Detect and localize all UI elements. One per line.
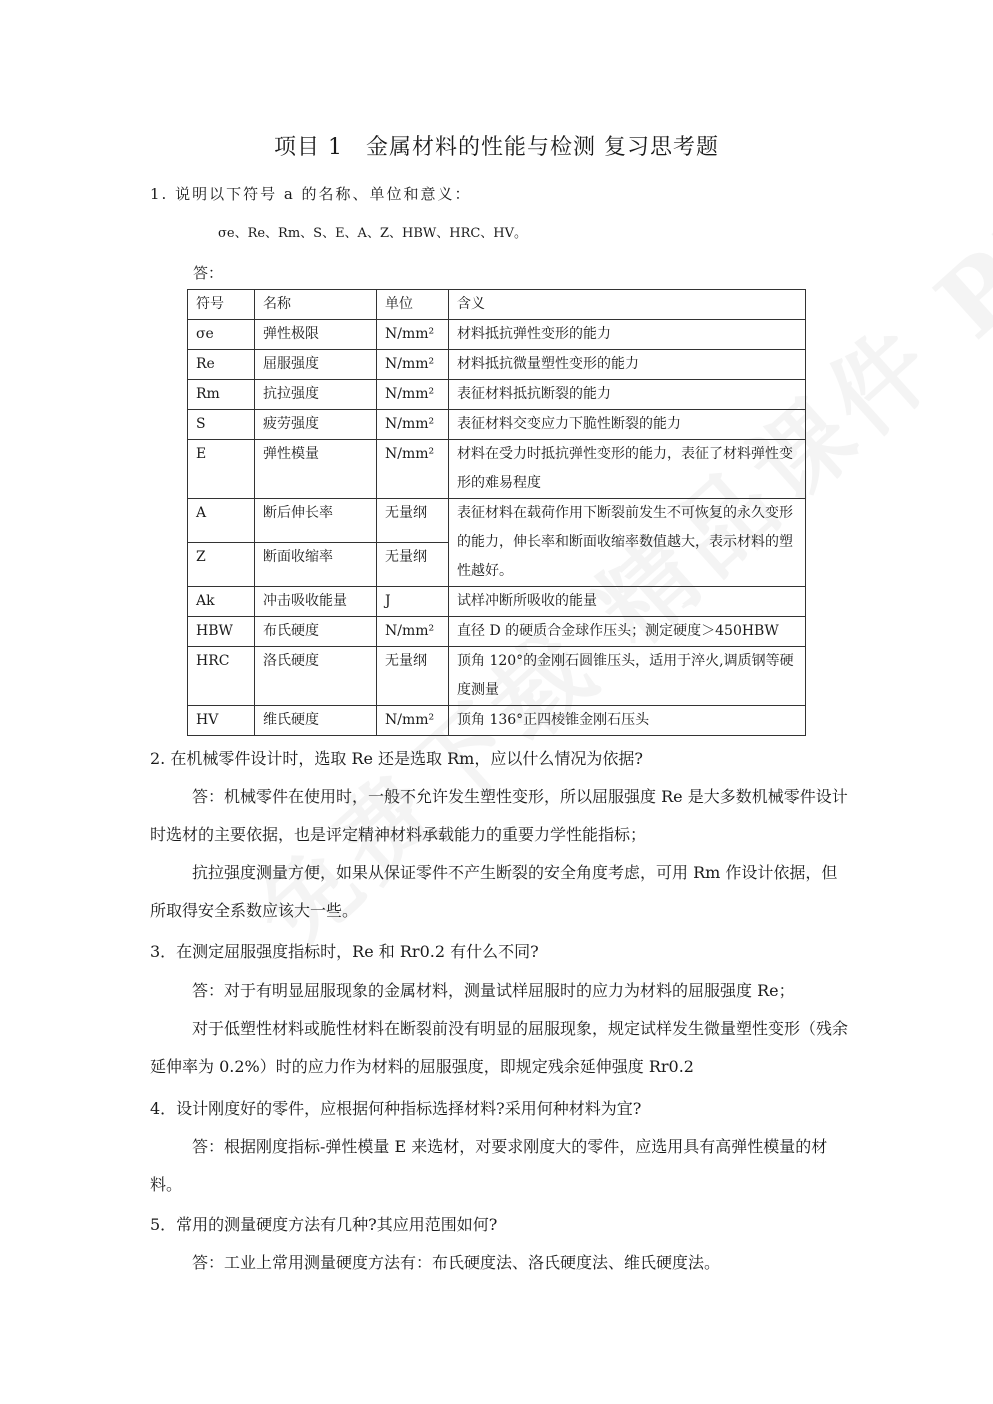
cell-name: 抗拉强度 (255, 380, 377, 410)
cell-unit: 无量纲 (377, 499, 449, 543)
table-row (188, 380, 806, 410)
cell-unit: N/mm² (377, 410, 449, 440)
cell-meaning: 材料抵抗弹性变形的能力 (449, 320, 806, 350)
cell-meaning: 表征材料在载荷作用下断裂前发生不可恢复的永久变形的能力，伸长率和断面收缩率数值越大，表示材料的塑性越好。 (449, 499, 806, 587)
cell-meaning: 材料抵抗微量塑性变形的能力 (449, 350, 806, 380)
answer-2-part-1: 答：机械零件在使用时，一般不允许发生塑性变形，所以屈服强度 Re 是大多数机械零件设计时选材的主要依据，也是评定精神材料承载能力的重要力学性能指标； (150, 787, 848, 844)
cell-symbol: E (188, 440, 255, 499)
cell-unit: N/mm² (377, 440, 449, 499)
answer-2-part-2: 抗拉强度测量方便，如果从保证零件不产生断裂的安全角度考虑，可用 Rm 作设计依据，但所取得安全系数应该大一些。 (150, 863, 838, 920)
header-symbol: 符号 (188, 290, 255, 320)
table-row (188, 587, 806, 617)
page-title: 项目 1 金属材料的性能与检测 复习思考题 (274, 135, 719, 160)
cell-name: 断面收缩率 (255, 543, 377, 587)
cell-unit: N/mm² (377, 706, 449, 736)
cell-symbol: Ak (188, 587, 255, 617)
answer-3-part-2: 对于低塑性材料或脆性材料在断裂前没有明显的屈服现象，规定试样发生微量塑性变形（残余延伸率为 0.2%）时的应力作为材料的屈服强度，即规定残余延伸强度 Rr0.2 (150, 1019, 849, 1076)
question-1: 1. 说明以下符号 a 的名称、单位和意义： (150, 185, 472, 203)
cell-symbol: HBW (188, 617, 255, 647)
cell-name: 布氏硬度 (255, 617, 377, 647)
cell-unit: 无量纲 (377, 543, 449, 587)
cell-unit: 无量纲 (377, 647, 449, 706)
cell-meaning: 直径 D 的硬质合金球作压头；测定硬度＞450HBW (449, 617, 806, 647)
table-row (188, 706, 806, 736)
table-row (188, 617, 806, 647)
answer-label: 答： (193, 264, 224, 282)
table-row (188, 320, 806, 350)
cell-name: 弹性模量 (255, 440, 377, 499)
cell-symbol: Z (188, 543, 255, 587)
header-unit: 单位 (377, 290, 449, 320)
question-4: 4．设计刚度好的零件，应根据何种指标选择材料?采用何种材料为宜? (150, 1099, 642, 1118)
cell-name: 疲劳强度 (255, 410, 377, 440)
table-row (188, 410, 806, 440)
cell-symbol: Rm (188, 380, 255, 410)
cell-meaning: 材料在受力时抵抗弹性变形的能力，表征了材料弹性变形的难易程度 (449, 440, 806, 499)
answer-4: 答：根据刚度指标-弹性模量 E 来选材，对要求刚度大的零件，应选用具有高弹性模量的材料。 (150, 1137, 828, 1194)
table-row (188, 440, 806, 499)
cell-meaning: 表征材料抵抗断裂的能力 (449, 380, 806, 410)
cell-name: 断后伸长率 (255, 499, 377, 543)
answer-5: 答：工业上常用测量硬度方法有：布氏硬度法、洛氏硬度法、维氏硬度法。 (192, 1253, 721, 1272)
properties-table (187, 289, 806, 736)
cell-symbol: A (188, 499, 255, 543)
cell-meaning: 顶角 120°的金刚石圆锥压头，适用于淬火,调质钢等硬度测量 (449, 647, 806, 706)
cell-meaning: 表征材料交变应力下脆性断裂的能力 (449, 410, 806, 440)
table-row (188, 647, 806, 706)
cell-symbol: HRC (188, 647, 255, 706)
cell-name: 屈服强度 (255, 350, 377, 380)
cell-meaning: 顶角 136°正四棱锥金刚石压头 (449, 706, 806, 736)
cell-unit: N/mm² (377, 380, 449, 410)
cell-symbol: S (188, 410, 255, 440)
cell-unit: N/mm² (377, 617, 449, 647)
question-3: 3．在测定屈服强度指标时，Re 和 Rr0.2 有什么不同? (150, 942, 539, 961)
question-5: 5．常用的测量硬度方法有几种?其应用范围如何? (150, 1215, 498, 1234)
table-header-row (188, 290, 806, 320)
table-row (188, 350, 806, 380)
header-meaning: 含义 (449, 290, 806, 320)
header-name: 名称 (255, 290, 377, 320)
cell-symbol: HV (188, 706, 255, 736)
cell-name: 冲击吸收能量 (255, 587, 377, 617)
cell-unit: J (377, 587, 449, 617)
table-row (188, 499, 806, 543)
symbols-list: σe、Re、Rm、S、E、A、Z、HBW、HRC、HV。 (218, 226, 528, 241)
answer-3-part-1: 答：对于有明显屈服现象的金属材料，测量试样屈服时的应力为材料的屈服强度 Re； (192, 981, 795, 1000)
question-2: 2. 在机械零件设计时，选取 Re 还是选取 Rm，应以什么情况为依据? (150, 749, 643, 768)
cell-unit: N/mm² (377, 350, 449, 380)
cell-symbol: σe (188, 320, 255, 350)
cell-meaning: 试样冲断所吸收的能量 (449, 587, 806, 617)
cell-unit: N/mm² (377, 320, 449, 350)
cell-name: 洛氏硬度 (255, 647, 377, 706)
cell-symbol: Re (188, 350, 255, 380)
cell-name: 弹性极限 (255, 320, 377, 350)
cell-name: 维氏硬度 (255, 706, 377, 736)
